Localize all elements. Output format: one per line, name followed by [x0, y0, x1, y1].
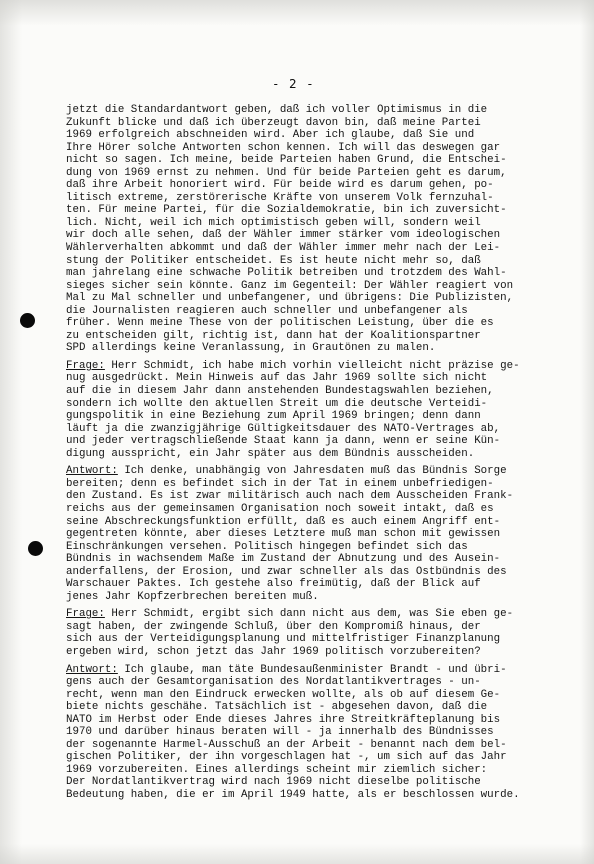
line-text: gungspolitik in eine Beziehung zum April 1969 bringen; denn dann [66, 410, 481, 423]
line-text: Wählerverhalten abkommt und daß der Wähler immer mehr nach der Lei- [66, 242, 501, 255]
text-line [66, 701, 566, 714]
text-line [66, 541, 566, 554]
text-line [66, 764, 566, 777]
line-text: Ich denke, unabhängig von Jahresdaten muß das Bündnis Sorge [117, 465, 507, 478]
line-text: der sogenannte Harmel-Ausschuß an der Arbeit - benannt nach dem bel- [66, 738, 507, 751]
text-line [66, 167, 566, 180]
text-line [66, 410, 566, 423]
line-text: man jahrelang eine schwache Politik betreiben und trotzdem des Wahl- [66, 267, 507, 280]
text-line [66, 646, 566, 659]
line-text: gens auch der Gesamtorganisation des Nordatlantikvertrages - un- [66, 676, 481, 689]
line-text: digung ausspricht, ein Jahr später aus dem Bündnis ausscheiden. [66, 447, 475, 460]
line-text: lich. Nicht, weil ich mich optimistisch geben will, sondern weil [66, 216, 481, 229]
text-line [66, 129, 566, 142]
text-line [66, 578, 566, 591]
line-text: zu entscheiden gilt, richtig ist, dann hat der Koalitionspartner [66, 329, 481, 342]
text-line [66, 478, 566, 491]
text-line [66, 104, 566, 117]
line-text: wir doch alle sehen, daß der Wähler immer stärker vom ideologischen [66, 229, 501, 242]
text-line [66, 229, 566, 242]
speaker-label: Frage: [66, 608, 105, 621]
text-line [66, 385, 566, 398]
line-text: Einschränkungen versehen. Politisch hingegen befindet sich das [66, 540, 468, 553]
text-line [66, 591, 566, 604]
page-number: - 2 - [272, 76, 315, 91]
text-line [66, 553, 566, 566]
text-line [66, 292, 566, 305]
line-text: Mal zu Mal schneller und unbefangener, und übrigens: Die Publizisten, [66, 292, 514, 305]
line-text: Bündnis in wachsendem Maße im Zustand der Abnutzung und des Ausein- [66, 553, 501, 566]
text-line [66, 490, 566, 503]
line-text: 1969 vorzubereiten. Eines allerdings scheint mir ziemlich sicher: [66, 763, 488, 776]
text-line [66, 739, 566, 752]
line-text: recht, wenn man den Eindruck erwecken wollte, als ob auf diesem Ge- [66, 688, 501, 701]
line-text: ergeben wird, schon jetzt das Jahr 1969 politisch vorzubereiten? [66, 645, 481, 658]
text-line [66, 342, 566, 355]
line-text: die Journalisten reagieren auch schneller und unbefangener als [66, 304, 468, 317]
text-line [66, 689, 566, 702]
text-line [66, 776, 566, 789]
text-line [66, 267, 566, 280]
scan-edge-left [0, 0, 22, 864]
line-text: reichs aus der gemeinsamen Organisation noch soweit intakt, daß es [66, 502, 494, 515]
line-text: sagt haben, der zwingende Schluß, über den Kompromiß hinaus, der [66, 620, 481, 633]
text-line [66, 117, 566, 130]
text-line [66, 423, 566, 436]
line-text: litisch extreme, zerstörerische Kräfte von unserem Volk fernzuhal- [66, 191, 494, 204]
text-line [66, 317, 566, 330]
text-line [66, 305, 566, 318]
line-text: biete nichts geschähe. Tatsächlich ist - abgesehen davon, daß die [66, 701, 488, 714]
text-line [66, 726, 566, 739]
text-line [66, 204, 566, 217]
text-line [66, 217, 566, 230]
answer-paragraph [66, 664, 566, 802]
text-line [66, 608, 566, 621]
text-line [66, 242, 566, 255]
text-line [66, 503, 566, 516]
text-line [66, 360, 566, 373]
text-line [66, 621, 566, 634]
line-text: den Zustand. Es ist zwar militärisch auch nach dem Ausscheiden Frank- [66, 490, 514, 503]
line-text: läuft ja die zwanzigjährige Gültigkeitsdauer des NATO-Vertrages ab, [66, 422, 501, 435]
text-line [66, 154, 566, 167]
document-body [66, 104, 566, 807]
scan-edge-bottom [0, 844, 594, 864]
punch-hole-lower [28, 541, 43, 556]
line-text: sieges sicher sein könnte. Ganz im Gegenteil: Der Wähler reagiert von [66, 279, 514, 292]
line-text: auf die in diesem Jahr dann anstehenden Bundestagswahlen beziehen, [66, 385, 494, 398]
line-text: nicht so sagen. Ich meine, beide Parteien haben Grund, die Entschei- [66, 154, 507, 167]
line-text: seine Abschreckungsfunktion erfüllt, daß es auch einem Angriff ent- [66, 515, 501, 528]
line-text: nug ausgedrückt. Mein Hinweis auf das Jahr 1969 sollte sich nicht [66, 372, 488, 385]
speaker-label: Antwort: [66, 663, 118, 676]
line-text: Herr Schmidt, ich habe mich vorhin vielleicht nicht präzise ge- [104, 359, 520, 372]
text-line [66, 179, 566, 192]
text-line [66, 255, 566, 268]
line-text: Zukunft blicke und daß ich überzeugt davon bin, daß meine Partei [66, 116, 481, 129]
line-text: jetzt die Standardantwort geben, daß ich voller Optimismus in die [66, 104, 488, 116]
line-text: früher. Wenn meine These von der politischen Leistung, über die es [66, 317, 494, 330]
line-text: Herr Schmidt, ergibt sich dann nicht aus dem, was Sie eben ge- [104, 608, 514, 621]
text-line [66, 330, 566, 343]
line-text: sich aus der Verteidigungsplanung und mittelfristiger Finanzplanung [66, 633, 501, 646]
line-text: daß ihre Arbeit honoriert wird. Für beide wird es darum gehen, po- [66, 179, 494, 192]
text-line [66, 516, 566, 529]
line-text: Warschauer Paktes. Ich gestehe also freimütig, daß der Blick auf [66, 578, 481, 591]
text-line [66, 789, 566, 802]
line-text: NATO im Herbst oder Ende dieses Jahres ihre Streitkräfteplanung bis [66, 713, 501, 726]
text-line [66, 751, 566, 764]
answer-paragraph [66, 465, 566, 603]
text-line [66, 448, 566, 461]
line-text: stung der Politiker entscheidet. Es ist heute nicht mehr so, daß [66, 254, 481, 267]
line-text: gischen Politiker, der ihn vorgeschlagen hat -, um sich auf das Jahr [66, 751, 507, 764]
line-text: sondern ich wollte den aktuellen Streit um die deutsche Verteidi- [66, 397, 488, 410]
question-paragraph [66, 608, 566, 658]
line-text: ten. Für meine Partei, für die Sozialdemokratie, bin ich zuversicht- [66, 204, 507, 217]
line-text: jenes Jahr Kopfzerbrechen bereiten muß. [66, 590, 319, 603]
speaker-label: Frage: [66, 359, 105, 372]
scan-edge-top [0, 0, 594, 26]
punch-hole-upper [20, 313, 35, 328]
line-text: gegentreten könnte, aber dieses Letztere muß man schon mit gewissen [66, 528, 501, 541]
text-line [66, 528, 566, 541]
text-line [66, 372, 566, 385]
text-line [66, 633, 566, 646]
line-text: bereiten; denn es befindet sich in der Tat in einem unbefriedigen- [66, 477, 494, 490]
text-line [66, 676, 566, 689]
speaker-label: Antwort: [66, 465, 118, 478]
text-line [66, 465, 566, 478]
line-text: 1969 erfolgreich abschneiden wird. Aber ich glaube, daß Sie und [66, 129, 475, 142]
line-text: und jeder vertragschließende Staat kann ja dann, wenn er seine Kün- [66, 435, 501, 448]
line-text: Der Nordatlantikvertrag wird nach 1969 nicht dieselbe politische [66, 776, 481, 789]
line-text: 1970 und darüber hinaus beraten will - ja innerhalb des Bündnisses [66, 726, 494, 739]
text-line [66, 435, 566, 448]
line-text: Ich glaube, man täte Bundesaußenminister Brandt - und übri- [117, 663, 507, 676]
line-text: anderfallens, der Erosion, und zwar schneller als das Ostbündnis des [66, 565, 507, 578]
line-text: SPD allerdings keine Veranlassung, in Grautönen zu malen. [66, 342, 436, 355]
text-line [66, 664, 566, 677]
text-line [66, 398, 566, 411]
text-line [66, 142, 566, 155]
text-line [66, 192, 566, 205]
text-line [66, 714, 566, 727]
text-line [66, 280, 566, 293]
line-text: dung von 1969 ernst zu nehmen. Und für beide Parteien geht es darum, [66, 166, 507, 179]
question-paragraph [66, 360, 566, 460]
scan-edge-right [580, 0, 594, 864]
line-text: Ihre Hörer solche Antworten schon kennen. Ich will das deswegen gar [66, 141, 501, 154]
text-paragraph [66, 104, 566, 355]
text-line [66, 566, 566, 579]
line-text: Bedeutung haben, die er im April 1949 hatte, als er beschlossen wurde. [66, 788, 520, 801]
